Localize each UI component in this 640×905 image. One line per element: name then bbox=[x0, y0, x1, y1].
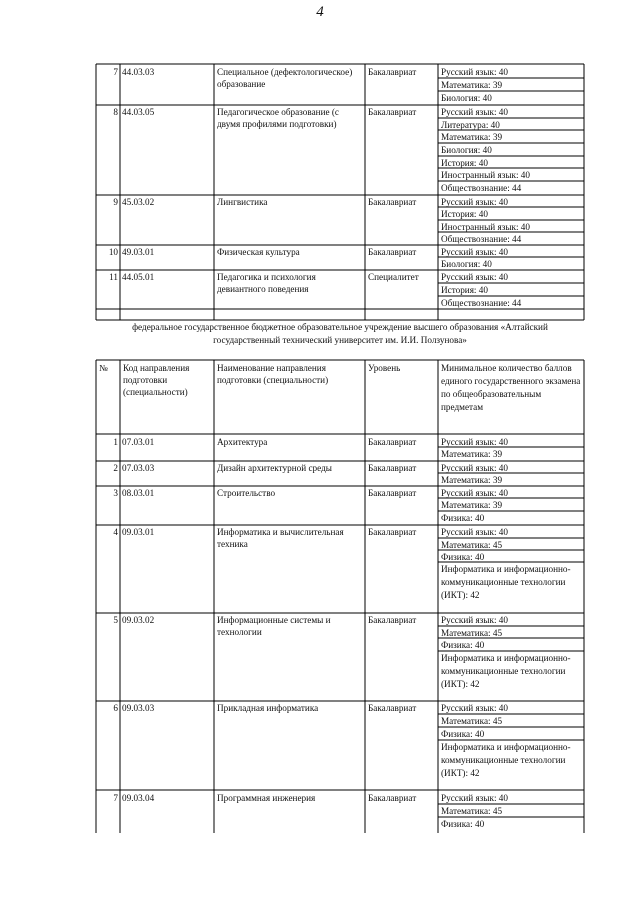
subject: Математика: 39 bbox=[441, 500, 503, 510]
subject: Русский язык: 40 bbox=[441, 107, 508, 117]
row-code: 45.03.02 bbox=[122, 197, 155, 207]
row-code: 44.05.01 bbox=[122, 272, 155, 282]
row-level: Бакалавриат bbox=[368, 488, 417, 498]
subject: История: 40 bbox=[441, 209, 488, 219]
row-name: Физическая культура bbox=[217, 247, 300, 257]
row-name: Лингвистика bbox=[217, 197, 268, 207]
row-code: 09.03.03 bbox=[122, 703, 155, 713]
subject: История: 40 bbox=[441, 285, 488, 295]
row-level: Бакалавриат bbox=[368, 437, 417, 447]
row-name: Информационные системы и технологии bbox=[217, 615, 331, 637]
row-name: Дизайн архитектурной среды bbox=[217, 463, 332, 473]
subject: Биология: 40 bbox=[441, 259, 492, 269]
row-code: 07.03.03 bbox=[122, 463, 155, 473]
row-level: Бакалавриат bbox=[368, 703, 417, 713]
subject: Математика: 39 bbox=[441, 132, 503, 142]
row-number: 8 bbox=[113, 107, 118, 117]
subject: Информатика и информационно-коммуникационные технологии (ИКТ): 42 bbox=[441, 653, 571, 689]
row-code: 09.03.04 bbox=[122, 793, 155, 803]
row-code: 44.03.05 bbox=[122, 107, 155, 117]
row-name: Специальное (дефектологическое) образование bbox=[217, 67, 353, 89]
subject: Информатика и информационно-коммуникационные технологии (ИКТ): 42 bbox=[441, 742, 571, 778]
subject: Русский язык: 40 bbox=[441, 615, 508, 625]
subject: Информатика и информационно-коммуникационные технологии (ИКТ): 42 bbox=[441, 564, 571, 600]
row-number: 2 bbox=[113, 463, 118, 473]
subject: Иностранный язык: 40 bbox=[441, 170, 530, 180]
subject: Обществознание: 44 bbox=[441, 234, 522, 244]
subject: История: 40 bbox=[441, 158, 488, 168]
header-code: Код направления подготовки (специальности) bbox=[123, 363, 190, 397]
subject: Физика: 40 bbox=[441, 819, 485, 829]
row-code: 07.03.01 bbox=[122, 437, 155, 447]
subject: Математика: 39 bbox=[441, 449, 503, 459]
subject: Русский язык: 40 bbox=[441, 197, 508, 207]
row-level: Бакалавриат bbox=[368, 527, 417, 537]
row-code: 44.03.03 bbox=[122, 67, 155, 77]
row-number: 1 bbox=[113, 437, 118, 447]
subject: Математика: 45 bbox=[441, 628, 503, 638]
subject: Русский язык: 40 bbox=[441, 67, 508, 77]
subject: Математика: 45 bbox=[441, 540, 503, 550]
subject: Биология: 40 bbox=[441, 145, 492, 155]
subject: Русский язык: 40 bbox=[441, 527, 508, 537]
subject: Литература: 40 bbox=[441, 120, 500, 130]
subject: Физика: 40 bbox=[441, 729, 485, 739]
row-number: 7 bbox=[113, 793, 118, 803]
row-level: Бакалавриат bbox=[368, 247, 417, 257]
subject: Иностранный язык: 40 bbox=[441, 222, 530, 232]
header-level: Уровень bbox=[368, 363, 401, 373]
row-name: Архитектура bbox=[217, 437, 268, 447]
page-number: 4 bbox=[316, 4, 324, 20]
row-name: Программная инженерия bbox=[217, 793, 316, 803]
row-number: 11 bbox=[109, 272, 118, 282]
row-name: Информатика и вычислительная техника bbox=[217, 527, 344, 549]
subject: Математика: 45 bbox=[441, 806, 503, 816]
subject: Обществознание: 44 bbox=[441, 298, 522, 308]
row-level: Бакалавриат bbox=[368, 67, 417, 77]
header-name: Наименование направления подготовки (специальности) bbox=[217, 363, 329, 385]
row-number: 6 bbox=[113, 703, 118, 713]
subject: Физика: 40 bbox=[441, 552, 485, 562]
row-level: Бакалавриат bbox=[368, 107, 417, 117]
subject: Русский язык: 40 bbox=[441, 272, 508, 282]
subject: Русский язык: 40 bbox=[441, 247, 508, 257]
row-number: 7 bbox=[113, 67, 118, 77]
subject: Математика: 45 bbox=[441, 716, 503, 726]
row-number: 5 bbox=[113, 615, 118, 625]
header-min: Минимальное количество баллов единого государственного экзамена по общеобразовательным предметам bbox=[441, 363, 581, 412]
institution-title: федеральное государственное бюджетное образовательное учреждение высшего образования «Алтайский государственный технический университет им. И.И. Ползунова» bbox=[132, 322, 548, 345]
row-level: Специалитет bbox=[368, 272, 419, 282]
row-level: Бакалавриат bbox=[368, 793, 417, 803]
header-n: № bbox=[99, 363, 108, 373]
subject: Обществознание: 44 bbox=[441, 183, 522, 193]
row-code: 49.03.01 bbox=[122, 247, 155, 257]
row-code: 09.03.01 bbox=[122, 527, 155, 537]
subject: Математика: 39 bbox=[441, 80, 503, 90]
row-level: Бакалавриат bbox=[368, 197, 417, 207]
row-name: Прикладная информатика bbox=[217, 703, 319, 713]
row-code: 08.03.01 bbox=[122, 488, 155, 498]
row-name: Педагогическое образование (с двумя профилями подготовки) bbox=[217, 107, 339, 129]
subject: Биология: 40 bbox=[441, 93, 492, 103]
subject: Физика: 40 bbox=[441, 640, 485, 650]
subject: Математика: 39 bbox=[441, 475, 503, 485]
row-level: Бакалавриат bbox=[368, 615, 417, 625]
row-level: Бакалавриат bbox=[368, 463, 417, 473]
row-number: 9 bbox=[113, 197, 118, 207]
subject: Русский язык: 40 bbox=[441, 703, 508, 713]
subject: Русский язык: 40 bbox=[441, 463, 508, 473]
subject: Физика: 40 bbox=[441, 513, 485, 523]
row-number: 4 bbox=[113, 527, 118, 537]
row-name: Строительство bbox=[217, 488, 276, 498]
row-number: 3 bbox=[113, 488, 118, 498]
row-name: Педагогика и психология девиантного поведения bbox=[217, 272, 316, 294]
row-code: 09.03.02 bbox=[122, 615, 155, 625]
subject: Русский язык: 40 bbox=[441, 437, 508, 447]
subject: Русский язык: 40 bbox=[441, 793, 508, 803]
subject: Русский язык: 40 bbox=[441, 488, 508, 498]
row-number: 10 bbox=[108, 247, 118, 257]
